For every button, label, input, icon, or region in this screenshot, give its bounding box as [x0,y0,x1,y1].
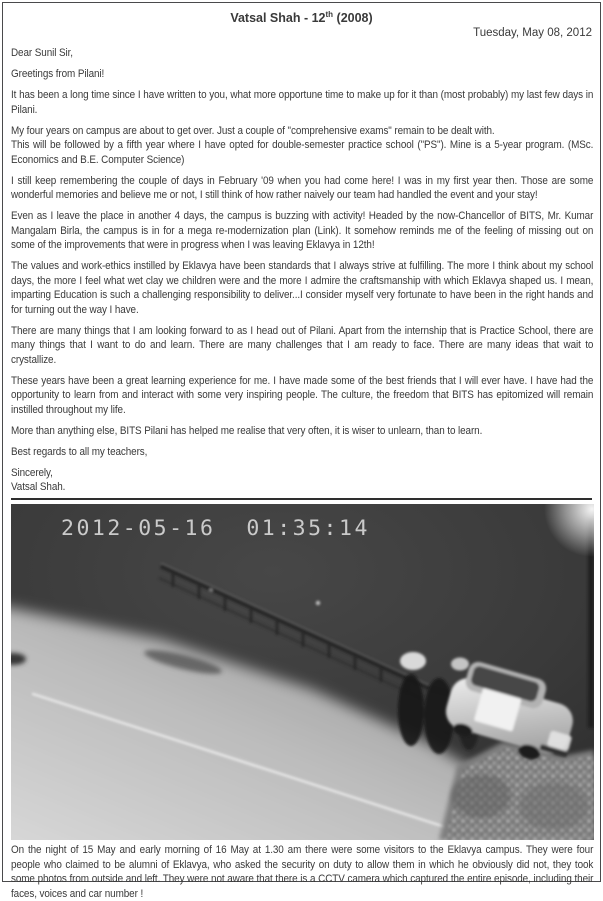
cctv-image [11,504,594,840]
closing: Sincerely, [11,466,53,479]
title-superscript: th [325,10,334,19]
letter-date: Tuesday, May 08, 2012 [473,27,592,40]
signature: Vatsal Shah. [11,481,66,494]
title-year: (2008) [333,11,373,26]
title-text: Vatsal Shah - 12 [230,11,326,26]
letter-paragraph: There are many things that I am looking forward to as I head out of Pilani. Apart from the internship that is Practice School, there are many things that I want to do and learn. There are many challenges that I am ready to face. There are many ideas that wait to crystallize. [11,324,594,366]
letter-page [2,2,601,900]
letter-paragraph: Even as I leave the place in another 4 days, the campus is buzzing with activity! Headed by the now-Chancellor of BITS, Mr. Kumar Mangalam Birla, the campus is in for a mega re-modernization plan (Link). It somehow reminds me of the feeling of missing out on some of the improvements that were in progress when I was leaving Eklavya in 12th! [11,210,594,252]
letter-paragraph: Best regards to all my teachers, [11,445,148,458]
cctv-photo [11,504,594,840]
letter-paragraph: It has been a long time since I have written to you, what more opportune time to make up for it than (most probably) my last few days in Pilani. [11,89,594,116]
letter-paragraph: My four years on campus are about to get over. Just a couple of "comprehensive exams" remain to be dealt with. [11,124,495,137]
letter-paragraph: The values and work-ethics instilled by Eklavya have been standards that I always strive at fulfilling. The more I think about my school days, the more I feel what wet clay we children were and the more I admire the craftsmanship with which Eklavya shaped us. I mean, imparting Education is such a challenging responsibility to deliver...I consider myself very fortunate to have been in the right hands and for turning out the way I have. [11,260,594,316]
page-title [11,7,592,26]
cctv-timestamp: 2012-05-16 01:35:14 [61,516,370,542]
letter-paragraph: More than anything else, BITS Pilani has helped me realise that very often, it is wiser to unlearn, than to learn. [11,424,483,437]
divider-line [11,498,592,500]
letter-paragraph: I still keep remembering the couple of days in February '09 when you had come here! I was in my first year then. Those are some wonderful memories and believe me or not, I still think of how rather naively our team had handled the event and your stay! [11,174,594,202]
letter-paragraph: This will be followed by a fifth year where I have opted for double-semester practice school ("PS"). Mine is a 5-year program. (MSc. Economics and B.E. Computer Science) [11,139,594,166]
photo-caption: On the night of 15 May and early morning of 16 May at 1.30 am there were some visitors to the Eklavya campus. They were four people who claimed to be alumni of Eklavya, who asked the security on duty to allow them in which he obviously did not, they took some photos from outside and left. They were not aware that there is a CCTV camera which captured the entire episode, including their faces, voices and car number ! [11,844,594,900]
letter-paragraph: Greetings from Pilani! [11,68,105,81]
letter-paragraph: These years have been a great learning experience for me. I have made some of the best friends that I will ever have. I have had the opportunity to learn from and interact with some very inspiring people. The culture, the freedom that BITS has epitomized will remain instilled throughout my life. [11,374,594,416]
salutation: Dear Sunil Sir, [11,47,73,60]
letter-body [11,46,593,495]
